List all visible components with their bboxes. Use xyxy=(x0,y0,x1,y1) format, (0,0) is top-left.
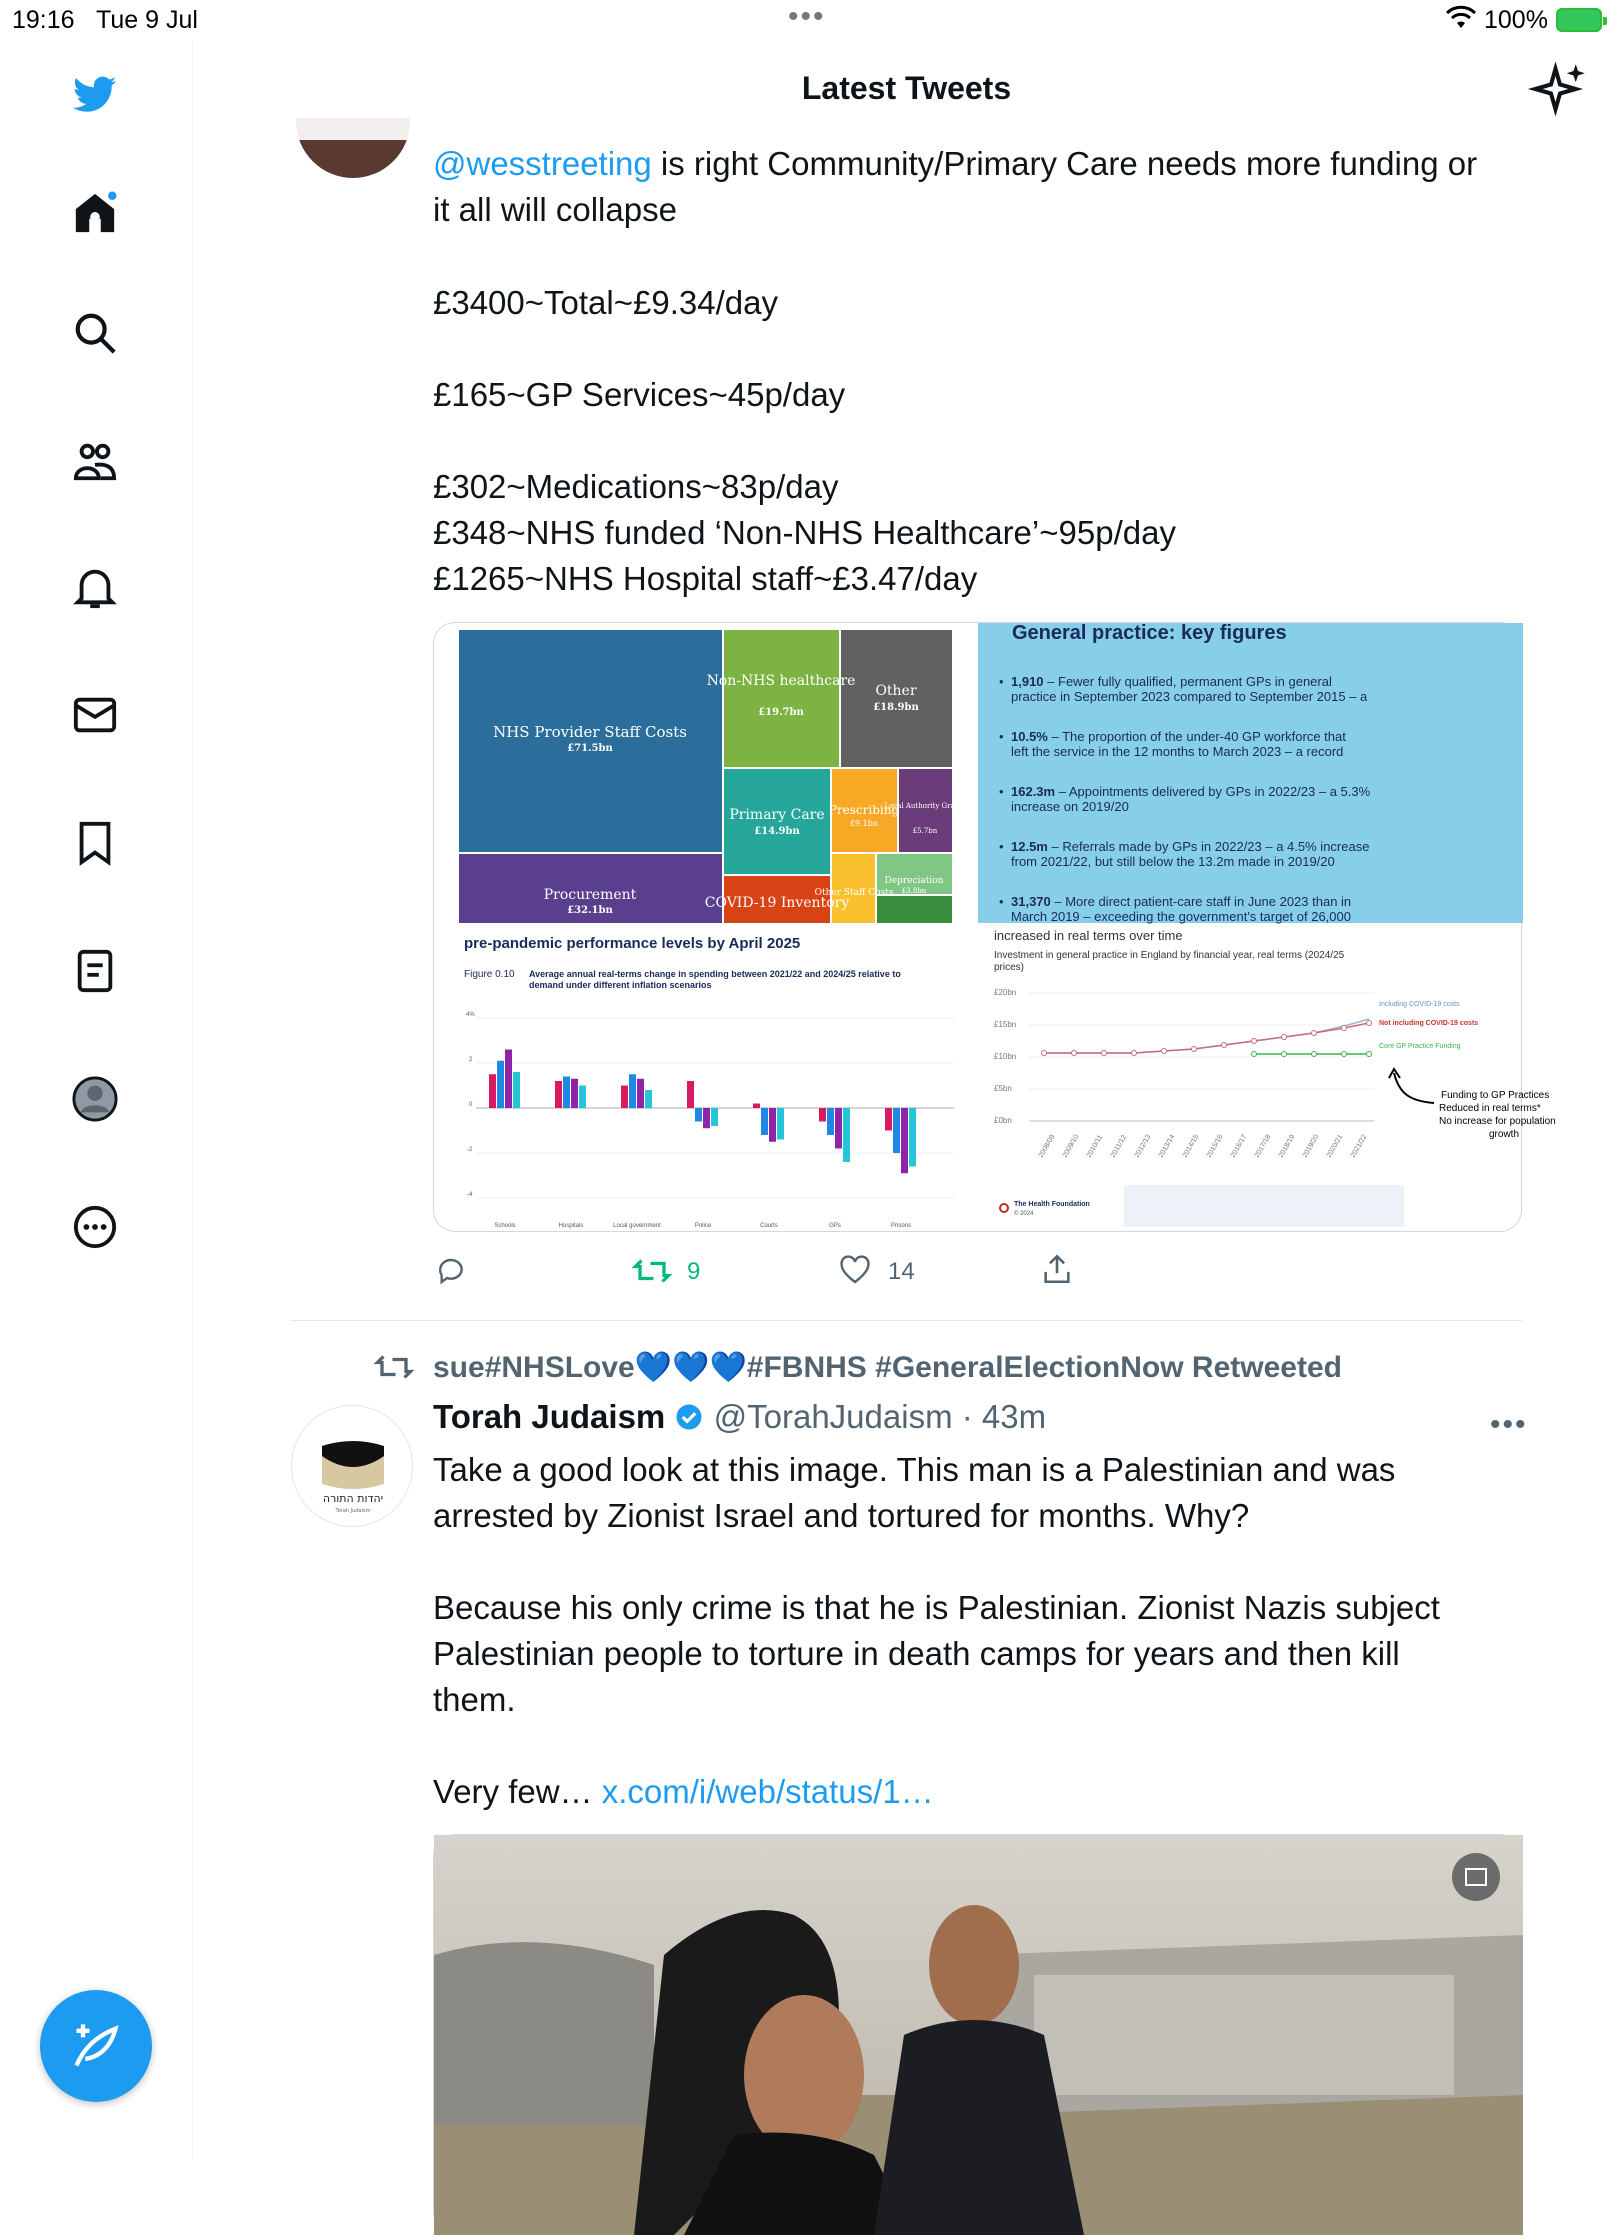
profile-avatar-icon xyxy=(72,1076,118,1122)
treemap-cell-staff xyxy=(459,630,722,852)
svg-text:1,910 – Fewer fully qualified,: 1,910 – Fewer fully qualified, permanent GPs in general practice in September 2023 compared to September 2015 – a xyxy=(1011,674,1368,704)
sidebar xyxy=(0,40,193,2160)
bar-group xyxy=(489,1050,916,1174)
bar-mark xyxy=(777,1108,784,1140)
treemap-value-non-nhs: £19.7bn xyxy=(758,707,804,718)
line-markers xyxy=(1042,1021,1372,1056)
treemap-label-covid: COVID-19 Inventory xyxy=(704,895,850,911)
line-xtick: 2010/11 xyxy=(1085,1134,1105,1159)
avatar-hebrew-text: יהדות התורה xyxy=(322,1492,384,1505)
treemap-label-other-staff: Other Staff Costs xyxy=(814,888,894,898)
line-legend-1: Not including COVID-19 costs xyxy=(1379,1020,1479,1027)
svg-text:31,370 – More direct patient-c: 31,370 – More direct patient-care staff in June 2023 than in March 2019 – exceeding the government's target of 26,000 xyxy=(1011,894,1352,924)
sidebar-item-lists[interactable] xyxy=(62,938,128,1004)
bar-mark xyxy=(489,1074,496,1108)
line-xtick: 2013/14 xyxy=(1157,1133,1177,1159)
key-figures-title: General practice: key figures xyxy=(1012,622,1287,644)
sidebar-item-communities[interactable] xyxy=(62,428,128,494)
treemap-label-primary: Primary Care xyxy=(729,807,825,823)
line-legend-2: Core GP Practice Funding xyxy=(1379,1043,1461,1050)
line-xtick: 2011/12 xyxy=(1109,1134,1129,1159)
svg-text:10.5% – The proportion of the: 10.5% – The proportion of the under-40 GP workforce that left the service in the 12 months to March 2023 – a record xyxy=(1011,729,1346,759)
bar-figure-label: Figure 0.10 xyxy=(464,969,515,980)
treemap-value-other: £18.9bn xyxy=(873,702,919,713)
line-figure-subtitle: Investment in general practice in England by financial year, real terms (2024/25 prices) xyxy=(994,950,1345,973)
treemap-label-depreciation: Depreciation xyxy=(884,876,944,886)
line-ytick-3: £5bn xyxy=(994,1084,1012,1093)
status-date: Tue 9 Jul xyxy=(96,6,198,34)
mail-icon xyxy=(72,692,118,738)
retweet-icon[interactable] xyxy=(634,1256,670,1286)
treemap-value-prescribing: £9.1bn xyxy=(849,819,879,828)
home-icon xyxy=(72,190,118,236)
reply-icon[interactable] xyxy=(434,1254,468,1286)
bar-mark xyxy=(695,1108,702,1122)
line-xtick: 2012/13 xyxy=(1133,1133,1153,1159)
status-time: 19:16 xyxy=(12,6,75,34)
bar-mark xyxy=(505,1050,512,1109)
multitasking-dots-icon[interactable]: ••• xyxy=(788,0,826,33)
page-title: Latest Tweets xyxy=(801,70,1012,106)
avatar-sub-text: Torah Judaism xyxy=(335,1508,371,1514)
tweet2-avatar[interactable] xyxy=(291,1405,413,1527)
treemap-cell-non-nhs xyxy=(724,630,839,767)
treemap-label-la-grants: Local Authority Grants xyxy=(884,802,966,810)
bar-mark xyxy=(629,1074,636,1108)
tweet2-link[interactable]: x.com/i/web/status/1… xyxy=(601,1773,934,1810)
bar-mark xyxy=(711,1108,718,1126)
sidebar-item-profile[interactable] xyxy=(62,1066,128,1132)
tweet2-author-line xyxy=(433,1398,1046,1436)
bar-mark xyxy=(819,1108,826,1122)
retweeted-icon xyxy=(375,1352,413,1382)
bar-mark xyxy=(687,1081,694,1108)
tweet1-text xyxy=(433,141,1533,233)
status-bar xyxy=(0,0,1620,40)
like-count: 14 xyxy=(888,1258,915,1285)
twitter-logo-icon[interactable] xyxy=(62,62,128,128)
line-xtick: 2021/22 xyxy=(1349,1133,1369,1159)
sparkle-icon[interactable] xyxy=(1533,62,1587,116)
health-foundation-year: © 2024 xyxy=(1014,1211,1034,1217)
sidebar-item-more[interactable] xyxy=(62,1194,128,1260)
treemap-value-primary: £14.9bn xyxy=(754,826,800,837)
bar-mark xyxy=(497,1061,504,1108)
bar-mark xyxy=(513,1072,520,1108)
sidebar-item-bookmarks[interactable] xyxy=(62,810,128,876)
search-icon xyxy=(72,310,118,356)
line-xtick: 2017/18 xyxy=(1253,1133,1273,1159)
compose-tweet-button[interactable] xyxy=(40,1990,152,2102)
bar-mark xyxy=(571,1079,578,1108)
battery-percent: 100% xyxy=(1484,6,1548,34)
treemap-value-staff: £71.5bn xyxy=(567,743,613,754)
svg-text:162.3m – Appointments delivere: 162.3m – Appointments delivered by GPs in 2022/23 – a 5.3% increase on 2019/20 xyxy=(1011,784,1371,814)
svg-text:12.5m – Referrals made by GPs: 12.5m – Referrals made by GPs in 2022/23 – a 4.5% increase from 2021/22, but still below the 13.2m made in 2019/20 xyxy=(1011,839,1370,869)
tweet2-text xyxy=(433,1447,1533,1815)
line-ytick-4: £0bn xyxy=(994,1116,1012,1125)
sidebar-item-home[interactable] xyxy=(62,180,128,246)
treemap-cell-la-grants xyxy=(899,769,952,852)
bar-category-label: Local government xyxy=(613,1223,661,1229)
tweet-time[interactable]: · 43m xyxy=(961,1398,1047,1435)
line-xtick: 2015/16 xyxy=(1205,1133,1225,1159)
bar-mark xyxy=(621,1086,628,1109)
bar-ytick-4: -4 xyxy=(467,1192,473,1198)
svg-text:•: • xyxy=(999,894,1004,909)
treemap-value-la-grants: £5.7bn xyxy=(912,827,938,835)
bar-mark xyxy=(645,1090,652,1108)
line-ytick-2: £10bn xyxy=(994,1052,1017,1061)
more-circle-icon xyxy=(72,1204,118,1250)
bar-ytick-3: -2 xyxy=(467,1147,473,1153)
author-name[interactable]: Torah Judaism xyxy=(433,1398,666,1435)
treemap-label-other: Other xyxy=(875,683,917,699)
bar-mark xyxy=(563,1077,570,1109)
treemap-chart xyxy=(459,630,966,923)
bar-category-label: Courts xyxy=(760,1223,778,1229)
tweet2-body: Take a good look at this image. This man is a Palestinian and was arrested by Zionist Israel and tortured for months. Why? Because his only crime is that he is Palestinian. Zionist Nazis subject Palestinian people to torture in death camps for years and then kill them. Very few… xyxy=(433,1451,1440,1810)
bar-mark xyxy=(579,1086,586,1109)
bar-ytick-0: 4% xyxy=(466,1012,475,1018)
bar-mark xyxy=(835,1108,842,1149)
bar-mark xyxy=(753,1104,760,1109)
bar-mark xyxy=(843,1108,850,1162)
line-legend-0: Including COVID-19 costs xyxy=(1379,1001,1460,1008)
compose-feather-icon xyxy=(70,2020,122,2072)
sidebar-item-messages[interactable] xyxy=(62,682,128,748)
treemap-label-staff: NHS Provider Staff Costs xyxy=(493,723,687,741)
communities-icon xyxy=(72,438,118,484)
svg-text:•: • xyxy=(999,839,1004,854)
line-xtick: 2020/21 xyxy=(1325,1133,1345,1159)
tweet-more-icon[interactable]: ••• xyxy=(1490,1408,1528,1441)
line-xtick: 2019/20 xyxy=(1301,1133,1321,1159)
bar-mark xyxy=(761,1108,768,1135)
bar-mark xyxy=(909,1108,916,1167)
line-ytick-1: £15bn xyxy=(994,1020,1017,1029)
bar-ytick-1: 2 xyxy=(469,1057,473,1063)
bar-mark xyxy=(703,1108,710,1128)
bar-category-label: Schools xyxy=(494,1223,516,1229)
bar-mark xyxy=(637,1079,644,1108)
sidebar-item-notifications[interactable] xyxy=(62,554,128,620)
retweet-count: 9 xyxy=(687,1258,701,1285)
svg-text:•: • xyxy=(999,729,1004,744)
svg-text:•: • xyxy=(999,784,1004,799)
health-foundation-logo: The Health Foundation xyxy=(1014,1201,1090,1208)
bar-figure xyxy=(464,935,954,1229)
line-ytick-0: £20bn xyxy=(994,988,1017,997)
share-icon[interactable] xyxy=(1040,1252,1074,1286)
bar-mark xyxy=(893,1108,900,1153)
bar-category-label: Hospitals xyxy=(558,1223,584,1229)
sidebar-item-search[interactable] xyxy=(62,300,128,366)
tweet1-media[interactable] xyxy=(433,622,1556,1232)
line-xtick: 2009/10 xyxy=(1061,1133,1081,1159)
top-header xyxy=(193,40,1620,140)
treemap-value-procurement: £32.1bn xyxy=(567,905,613,916)
retweeted-by[interactable]: sue#NHSLove💙💙💙#FBNHS #GeneralElectionNow Retweeted xyxy=(433,1351,1342,1384)
line-xtick: 2008/09 xyxy=(1037,1133,1057,1159)
bar-category-label: Police xyxy=(694,1223,712,1229)
lists-icon xyxy=(72,948,118,994)
wifi-icon xyxy=(1446,6,1476,30)
line-annotation: Funding to GP Practices Reduced in real terms* No increase for population growth xyxy=(1439,1090,1556,1140)
bar-mark xyxy=(555,1081,562,1108)
like-icon[interactable] xyxy=(838,1254,872,1286)
line-xtick: 2018/19 xyxy=(1277,1133,1297,1159)
bar-mark xyxy=(827,1108,834,1135)
battery-icon xyxy=(1556,8,1602,32)
key-figures-panel xyxy=(978,622,1523,924)
treemap-label-non-nhs: Non-NHS healthcare xyxy=(706,673,856,689)
svg-text:•: • xyxy=(999,674,1004,689)
tweet1-figures-text: £3400~Total~£9.34/day £165~GP Services~45p/day £302~Medications~83p/day £348~NHS funded ‘Non-NHS Healthcare’~95p/day £1265~NHS Hospital staff~£3.47/day xyxy=(433,284,1176,597)
bar-figure-title: pre-pandemic performance levels by April 2025 xyxy=(464,935,801,952)
line-xtick: 2014/15 xyxy=(1181,1133,1201,1159)
tweet-divider xyxy=(290,1320,1522,1321)
bookmark-icon xyxy=(72,820,118,866)
bar-category-label: GPs xyxy=(829,1223,841,1229)
treemap-label-procurement: Procurement xyxy=(543,887,637,903)
verified-badge-icon xyxy=(674,1402,704,1432)
bell-icon xyxy=(72,564,118,610)
bar-ytick-2: 0 xyxy=(469,1102,473,1108)
treemap-label-prescribing: Prescribing xyxy=(828,803,900,817)
author-handle[interactable]: @TorahJudaism xyxy=(713,1398,953,1435)
tweet1-text-body: is right Community/Primary Care needs more funding or it all will collapse xyxy=(433,145,1478,228)
line-series-no-covid xyxy=(1044,1023,1369,1053)
bar-category-label: Prisons xyxy=(890,1223,912,1229)
tweet2-media-video[interactable] xyxy=(433,1834,1522,2234)
mention-link[interactable]: @wesstreeting xyxy=(433,145,652,182)
line-figure-title: increased in real terms over time xyxy=(994,928,1183,943)
bar-figure-subtitle: Average annual real-terms change in spending between 2021/22 and 2024/25 relative to demand under different inflation scenarios xyxy=(529,969,901,990)
bar-mark xyxy=(885,1108,892,1131)
bar-mark xyxy=(769,1108,776,1142)
line-xtick: 2016/17 xyxy=(1229,1133,1249,1159)
treemap-value-depreciation: £3.8bn xyxy=(901,887,927,895)
line-figure xyxy=(994,928,1556,1227)
bar-mark xyxy=(901,1108,908,1173)
